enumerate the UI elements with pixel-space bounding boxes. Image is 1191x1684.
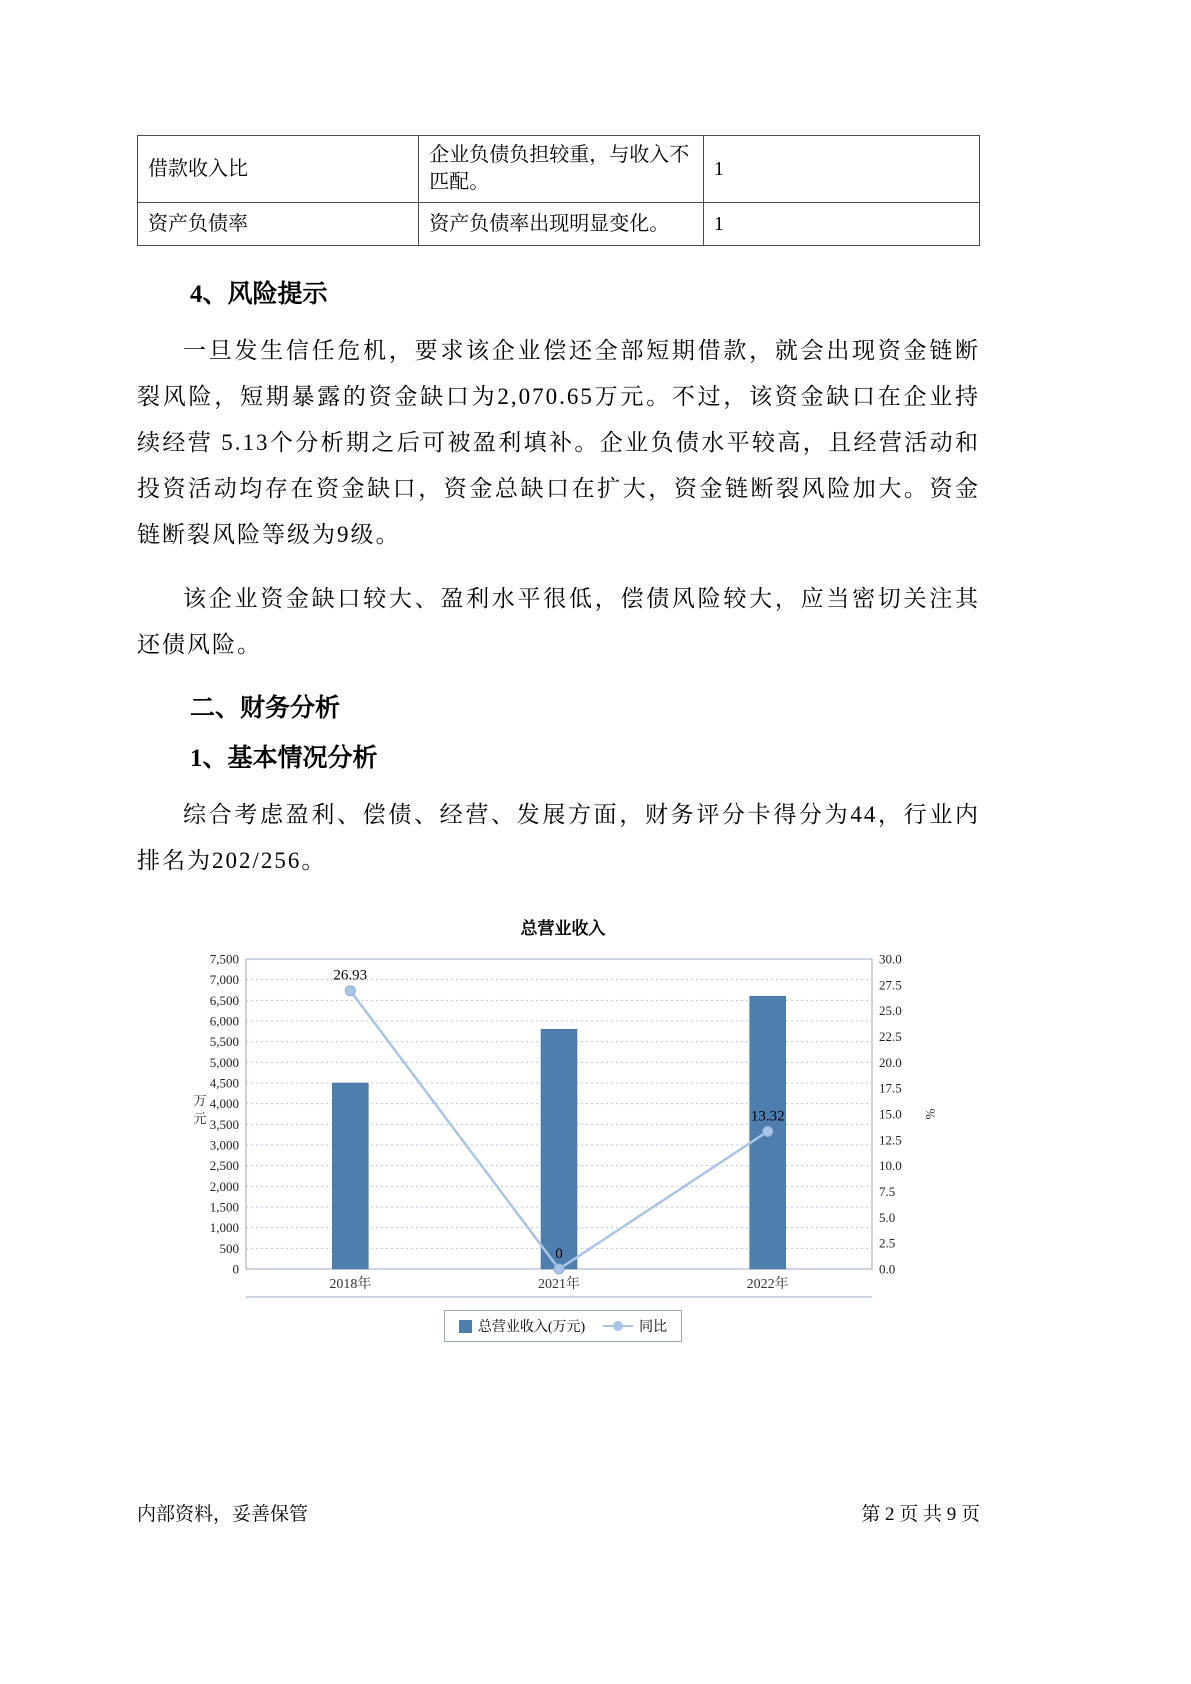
svg-text:2.5: 2.5 [879,1235,896,1251]
svg-text:2022年: 2022年 [746,1277,789,1292]
svg-text:7.5: 7.5 [879,1184,896,1199]
svg-text:6,500: 6,500 [209,992,239,1008]
page-content [137,135,980,1342]
footer-page-number: 第 2 页 共 9 页 [861,1504,980,1525]
risk-factors-table [137,135,980,246]
svg-text:2,500: 2,500 [209,1158,239,1174]
svg-text:2021年: 2021年 [538,1277,580,1292]
basic-paragraph: 综合考虑盈利、偿债、经营、发展方面，财务评分卡得分为44，行业内排名为202/256。 [137,802,980,873]
svg-text:1,000: 1,000 [209,1220,239,1236]
table-row [138,136,980,203]
legend-item-yoy [603,1316,667,1336]
svg-text:5,500: 5,500 [209,1034,239,1050]
line-series-swatch-icon [603,1325,633,1327]
svg-text:5,000: 5,000 [209,1054,239,1070]
footer-confidential-note: 内部资料，妥善保管 [137,1504,309,1525]
svg-text:万: 万 [193,1093,207,1108]
bar-series-swatch-icon [459,1320,472,1333]
svg-text:500: 500 [219,1240,239,1256]
svg-text:17.5: 17.5 [879,1080,902,1096]
svg-text:0: 0 [555,1246,563,1262]
svg-text:26.93: 26.93 [333,967,368,984]
svg-text:3,500: 3,500 [209,1116,239,1132]
risk-paragraph-1: 一旦发生信任危机，要求该企业偿还全部短期借款，就会出现资金链断裂风险，短期暴露的资金缺口为2,070.65万元。不过，该资金缺口在企业持续经营 5.13个分析期之后可被盈利填补。企业负债水平较高，且经营活动和投资活动均存在资金缺口，资金总缺口在扩大，资金链断裂风险加大。资金链断裂风险等级为9级。 [137,338,980,547]
table-cell-description: 企业负债负担较重，与收入不匹配。 [419,136,704,203]
svg-text:27.5: 27.5 [879,977,902,993]
svg-text:13.32: 13.32 [750,1108,785,1125]
svg-text:22.5: 22.5 [879,1029,902,1044]
heading-financial-analysis: 二、财务分析 [190,695,341,722]
svg-text:12.5: 12.5 [879,1132,902,1148]
table-cell-score: 1 [703,136,979,203]
legend-item-revenue [459,1316,585,1336]
svg-text:7,500: 7,500 [209,951,239,967]
chart-title: 总营业收入 [520,919,606,938]
table-cell-score: 1 [703,203,979,246]
svg-text:6,000: 6,000 [209,1013,239,1029]
legend-label-yoy: 同比 [639,1320,668,1335]
svg-text:2,000: 2,000 [209,1178,239,1194]
svg-text:20.0: 20.0 [879,1054,902,1070]
svg-text:25.0: 25.0 [879,1003,902,1019]
svg-text:5.0: 5.0 [879,1209,896,1225]
table-cell-indicator: 资产负债率 [138,203,419,246]
legend-label-revenue: 总营业收入(万元) [477,1320,586,1335]
heading-basic-analysis: 1、基本情况分析 [190,745,378,772]
heading-risk-tips: 4、风险提示 [190,281,328,308]
svg-text:15.0: 15.0 [879,1106,902,1122]
svg-text:元: 元 [193,1111,207,1126]
svg-text:2018年: 2018年 [329,1277,372,1292]
page-footer [137,1499,980,1526]
svg-text:30.0: 30.0 [879,951,902,967]
chart-legend-row [182,1310,944,1342]
svg-text:1,500: 1,500 [209,1199,239,1215]
svg-text:0.0: 0.0 [879,1261,896,1277]
table-cell-description: 资产负债率出现明显变化。 [419,203,704,246]
chart-legend [444,1310,682,1342]
revenue-chart [182,914,944,1342]
svg-text:3,000: 3,000 [209,1137,239,1153]
svg-text:%: % [923,1108,938,1120]
svg-text:0: 0 [232,1261,239,1277]
table-cell-indicator: 借款收入比 [138,136,419,203]
svg-text:7,000: 7,000 [209,972,239,988]
svg-text:4,500: 4,500 [209,1075,239,1091]
svg-text:10.0: 10.0 [879,1158,902,1174]
revenue-chart-svg [182,947,944,1301]
risk-paragraph-2: 该企业资金缺口较大、盈利水平很低，偿债风险较大，应当密切关注其还债风险。 [137,586,980,657]
svg-text:4,000: 4,000 [209,1096,239,1112]
table-row [138,203,980,246]
